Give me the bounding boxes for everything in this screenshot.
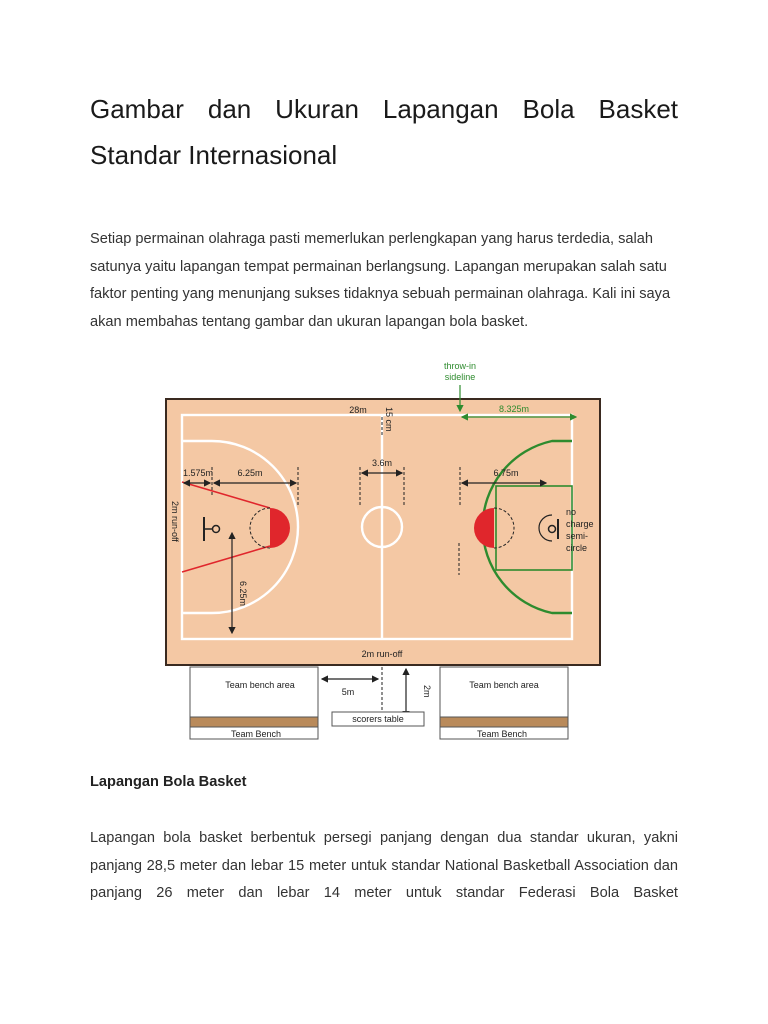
bench-right: [440, 717, 568, 727]
dist-8325-label: 8.325m: [498, 404, 530, 414]
bench-area-right: [440, 667, 568, 721]
no-charge-label-4: circle: [566, 543, 588, 553]
dist-625-vert-label: 6.25m: [238, 581, 248, 607]
throw-in-label-2: sideline: [444, 372, 476, 382]
run-off-left-label: 2m run-off: [170, 501, 180, 542]
dist-1575-label: 1.575m: [182, 468, 214, 478]
length-label: 28m: [349, 405, 367, 415]
dist-36-label: 3.6m: [371, 458, 393, 468]
dist-675-label: 6.75m: [493, 468, 519, 478]
width-label: 15 cm: [384, 407, 394, 432]
bench-area-left-label: Team bench area: [225, 680, 295, 690]
bench-left: [190, 717, 318, 727]
bench-area-left: [190, 667, 318, 721]
body-paragraph: Lapangan bola basket berbentuk persegi panjang dengan dua standar ukuran, yakni panjang 28,5 meter dan lebar 15 meter untuk standar National Basketball Association dan panjang 26 meter dan lebar 14 meter untuk standar Federasi Bola Basket: [90, 830, 678, 901]
no-charge-label-2: charge: [566, 519, 594, 529]
throw-in-label: throw-in: [443, 361, 477, 371]
court-diagram: [160, 355, 608, 747]
intro-paragraph: Setiap permainan olahraga pasti memerlukan perlengkapan yang harus terdedia, salah satunya yaitu lapangan tempat permainan berlangsung. Lapangan merupakan salah satu faktor penting yang menunjang sukses tidaknya sebuah permainan olahraga. Kali ini saya akan membahas tentang gambar dan ukuran lapangan bola basket.: [90, 231, 671, 330]
dist-2m-label: 2m: [422, 685, 432, 698]
no-charge-label-1: no: [566, 507, 577, 517]
section-heading: Lapangan Bola Basket: [90, 774, 247, 790]
dist-5m-label: 5m: [341, 687, 355, 697]
bench-area-right-label: Team bench area: [469, 680, 539, 690]
scorers-table-label: scorers table: [352, 714, 404, 724]
no-charge-label-3: semi-: [566, 531, 588, 541]
run-off-bottom-label: 2m run-off: [361, 649, 403, 659]
team-bench-right-label: Team Bench: [476, 729, 528, 739]
page-title: Gambar dan Ukuran Lapangan Bola Basket Standar Internasional: [90, 94, 678, 170]
team-bench-left-label: Team Bench: [230, 729, 282, 739]
dist-625-label: 6.25m: [237, 468, 263, 478]
